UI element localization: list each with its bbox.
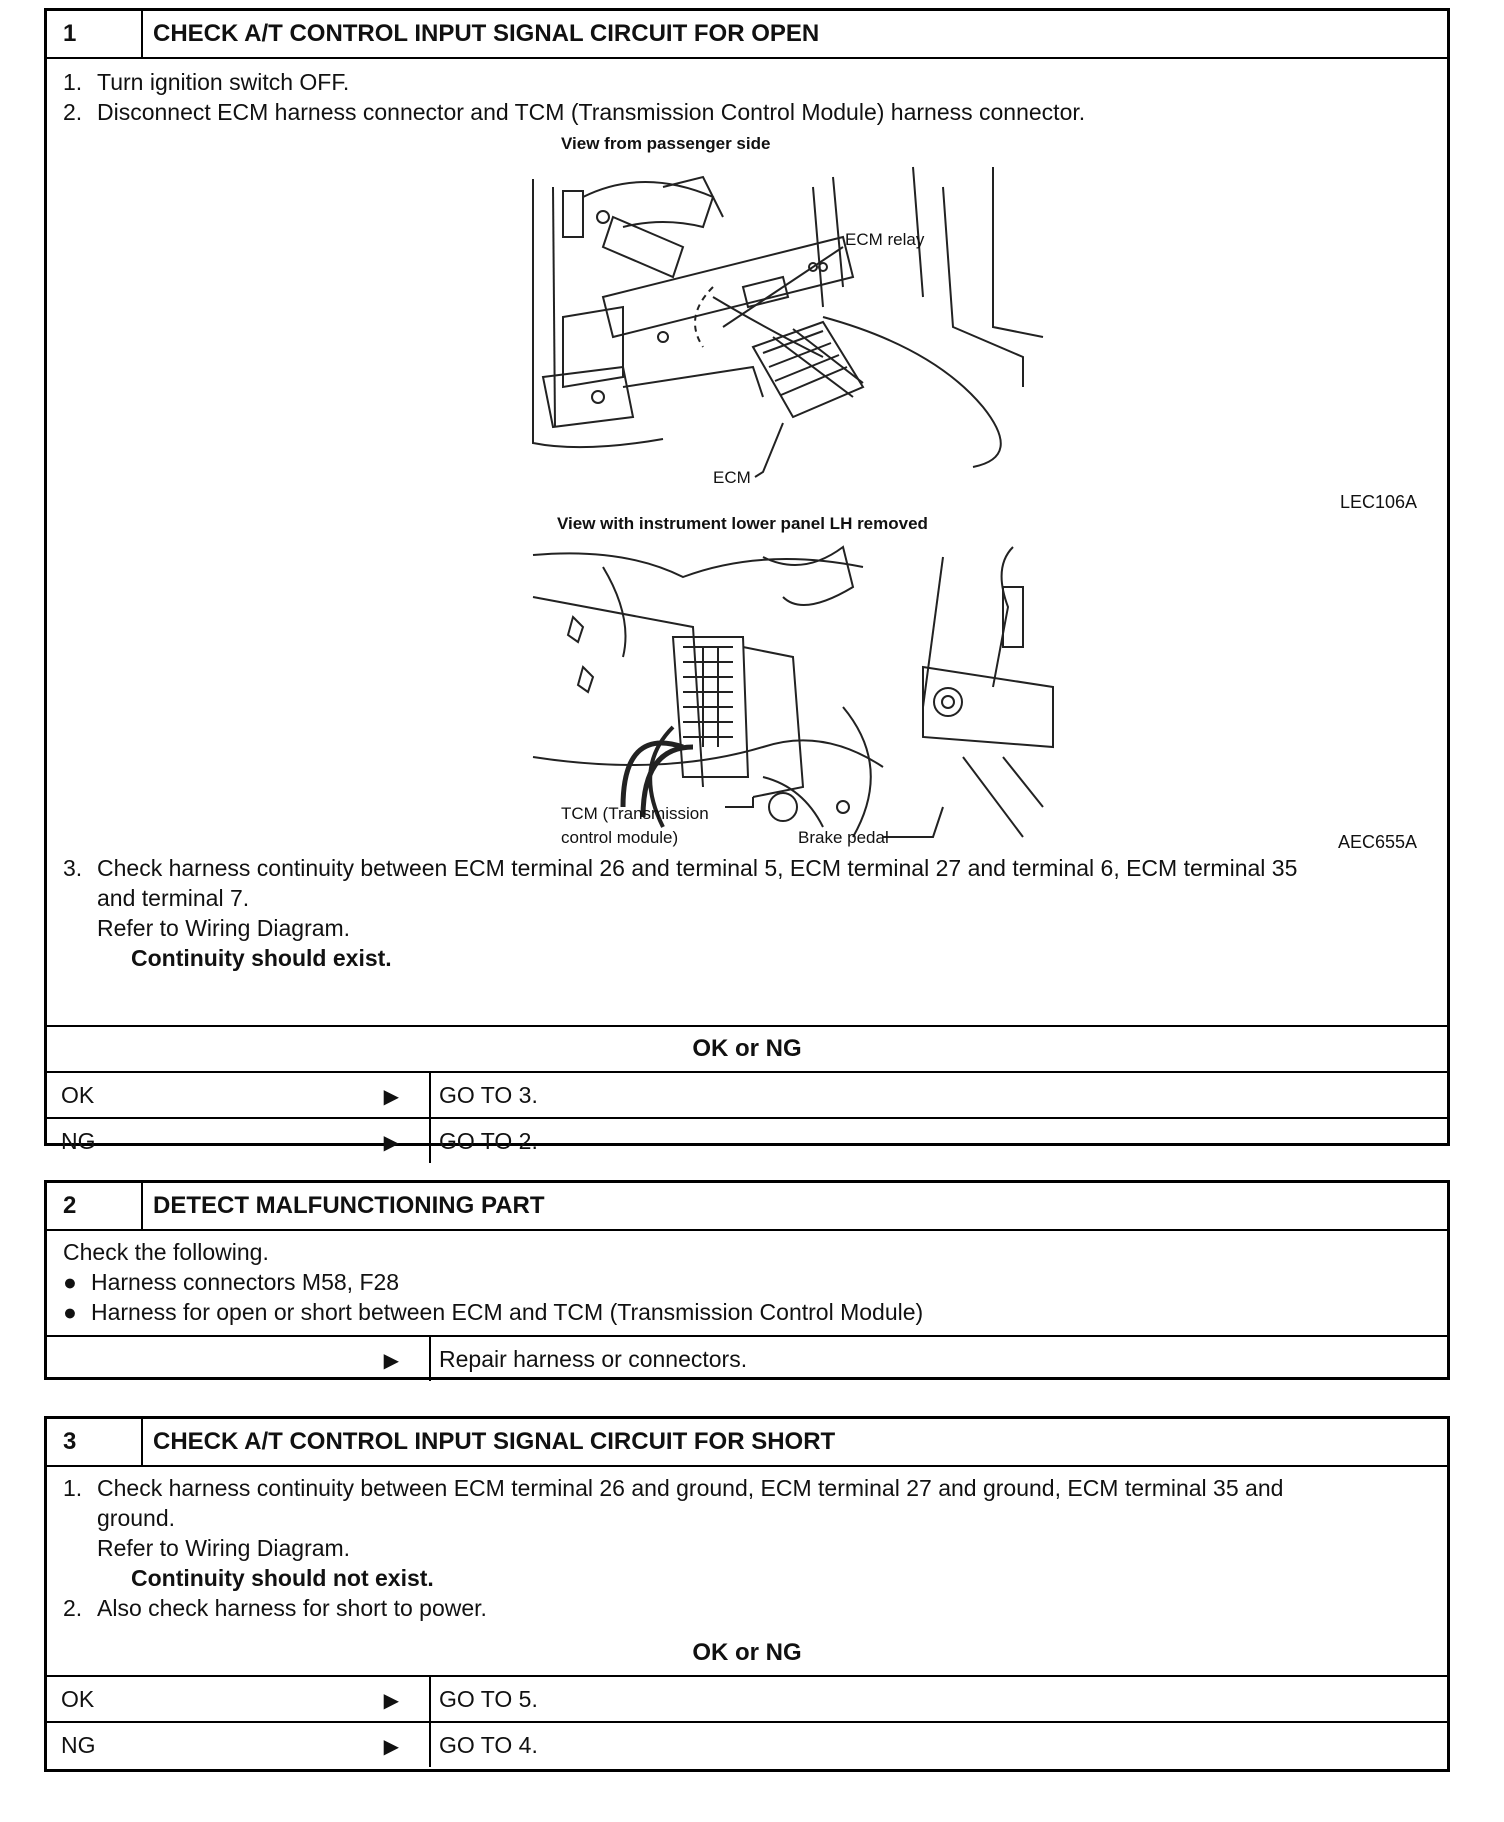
instruction-continued: and terminal 7. [97,885,250,911]
result-action: Repair harness or connectors. [439,1345,748,1372]
callout-ecm: ECM [713,468,751,487]
result-label: OK [61,1081,95,1108]
figure-caption: View from passenger side [561,134,771,153]
callout-ecm-relay: ECM relay [845,230,925,249]
result-row [47,1337,1447,1381]
right-triangle-arrow-icon: ▶ [383,1736,399,1758]
expected-result: Continuity should exist. [131,945,392,971]
step-number: 1 [47,11,143,57]
step-body [47,59,1447,1025]
result-label: NG [61,1127,96,1154]
figure-code: AEC655A [1337,832,1417,852]
step-3 [44,1416,1450,1772]
ecm-location-illustration [63,127,1433,507]
step-body [47,1231,1447,1335]
result-row-ok [47,1677,1447,1723]
tcm-location-illustration [63,507,1433,847]
result-label: OK [61,1685,95,1712]
instruction: 1. Turn ignition switch OFF. [63,69,350,95]
instruction: 1. Check harness continuity between ECM terminal 26 and ground, ECM terminal 27 and ground, ECM terminal 35 and [63,1475,1284,1501]
refer-text: Refer to Wiring Diagram. [97,915,351,941]
right-triangle-arrow-icon: ▶ [383,1086,399,1108]
callout-brake-pedal: Brake pedal [798,828,889,847]
instruction: 3. Check harness continuity between ECM terminal 26 and terminal 5, ECM terminal 27 and terminal 6, ECM terminal 35 [63,855,1298,881]
expected-result: Continuity should not exist. [131,1565,434,1591]
ok-or-ng-heading: OK or NG [47,1631,1447,1677]
list-item: ● Harness for open or short between ECM and TCM (Transmission Control Module) [63,1299,924,1325]
callout-tcm: TCM (Transmission [561,804,709,823]
step-number: 2 [47,1183,143,1229]
step-title: DETECT MALFUNCTIONING PART [153,1192,545,1219]
instruction: 2. Also check harness for short to power. [63,1595,487,1621]
step-title: CHECK A/T CONTROL INPUT SIGNAL CIRCUIT FOR SHORT [153,1428,836,1455]
result-label: NG [61,1731,96,1758]
figure-ecm-location [63,127,1431,512]
result-action: GO TO 2. [439,1127,538,1154]
result-action: GO TO 5. [439,1685,538,1712]
figure-tcm-location [63,507,1431,852]
list-item: ● Harness connectors M58, F28 [63,1269,400,1295]
figure-caption: View with instrument lower panel LH removed [557,514,928,533]
instruction-continued: ground. [97,1505,176,1531]
step-2 [44,1180,1450,1380]
result-row-ng [47,1723,1447,1767]
step-header [47,1419,1447,1467]
step-body [47,1467,1447,1631]
result-row-ng [47,1119,1447,1163]
step-title: CHECK A/T CONTROL INPUT SIGNAL CIRCUIT FOR OPEN [153,20,820,47]
step-header [47,11,1447,59]
instruction: 2. Disconnect ECM harness connector and TCM (Transmission Control Module) harness connector. [63,99,1086,125]
step-header [47,1183,1447,1231]
result-action: GO TO 4. [439,1731,538,1758]
intro-text: Check the following. [63,1239,269,1265]
result-row-ok [47,1073,1447,1119]
right-triangle-arrow-icon: ▶ [383,1350,399,1372]
refer-text: Refer to Wiring Diagram. [97,1535,351,1561]
step-number: 3 [47,1419,143,1465]
step-1 [44,8,1450,1154]
figure-code: LEC106A [1339,492,1417,512]
result-action: GO TO 3. [439,1081,538,1108]
right-triangle-arrow-icon: ▶ [383,1132,399,1154]
callout-tcm-2: control module) [561,828,679,847]
bullet-icon: ● [63,1299,77,1325]
bullet-icon: ● [63,1269,77,1295]
ok-or-ng-heading: OK or NG [47,1027,1447,1073]
right-triangle-arrow-icon: ▶ [383,1690,399,1712]
